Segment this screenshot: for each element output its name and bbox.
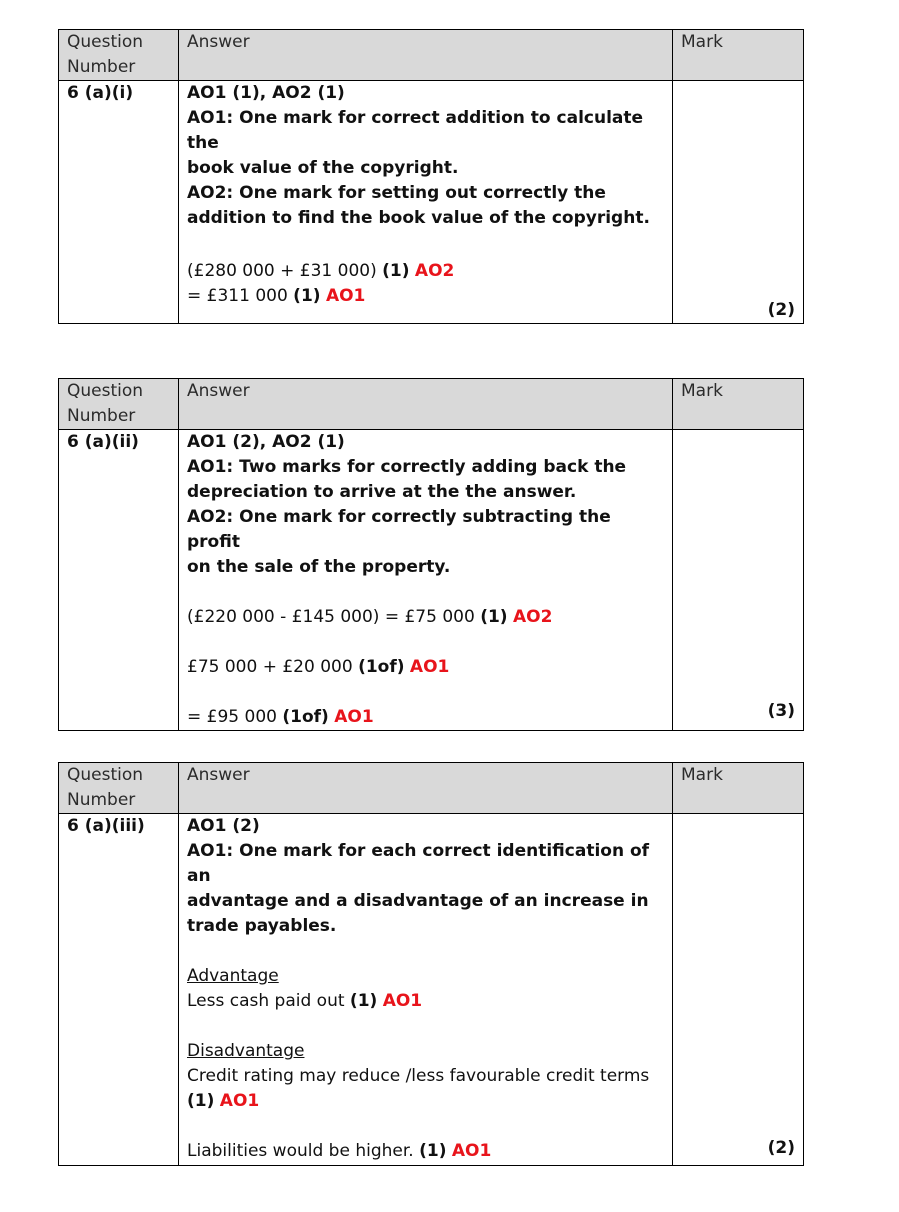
criteria-line: book value of the copyright. (187, 158, 459, 178)
answer-header: Answer (179, 763, 673, 814)
question-number: 6 (a)(iii) (59, 814, 179, 1166)
mark-header: Mark (673, 763, 804, 814)
question-number-header: Question Number (59, 763, 179, 814)
ao-allocation: AO1 (1), AO2 (1) (187, 83, 345, 103)
question-number: 6 (a)(ii) (59, 430, 179, 731)
mark-scheme-table-6ai (58, 29, 804, 324)
criteria-line: addition to find the book value of the copyright. (187, 208, 650, 228)
ao-allocation: AO1 (2), AO2 (1) (187, 432, 345, 452)
calculation-line: = £95 000 (1of) AO1 (187, 707, 374, 727)
advantage-point: Less cash paid out (1) AO1 (187, 991, 423, 1011)
criteria-line: AO2: One mark for correctly subtracting the profit (187, 507, 611, 552)
disadvantage-mark: (1) AO1 (187, 1091, 260, 1111)
question-number-header: Question Number (59, 30, 179, 81)
calculation-line: (£220 000 - £145 000) = £75 000 (1) AO2 (187, 607, 553, 627)
mark-header: Mark (673, 379, 804, 430)
criteria-line: AO2: One mark for setting out correctly the (187, 183, 606, 203)
answer-header: Answer (179, 379, 673, 430)
mark-scheme-table-6aiii (58, 762, 804, 1166)
disadvantage-point: Credit rating may reduce /less favourable credit terms (187, 1066, 650, 1086)
mark-cell (673, 81, 804, 324)
liabilities-point: Liabilities would be higher. (1) AO1 (187, 1141, 492, 1161)
criteria-line: AO1: One mark for each correct identification of an (187, 841, 650, 886)
advantage-heading: Advantage (187, 966, 279, 986)
criteria-line: advantage and a disadvantage of an increase in (187, 891, 649, 911)
criteria-line: AO1: Two marks for correctly adding back the (187, 457, 627, 477)
header-row (59, 763, 804, 814)
question-number: 6 (a)(i) (59, 81, 179, 324)
calculation-line: (£280 000 + £31 000) (1) AO2 (187, 261, 455, 281)
mark-cell (673, 430, 804, 731)
question-number-header: Question Number (59, 379, 179, 430)
mark-total: (3) (767, 701, 795, 721)
mark-total: (2) (767, 1138, 795, 1158)
header-row (59, 30, 804, 81)
answer-row (59, 430, 804, 731)
header-row (59, 379, 804, 430)
criteria-line: AO1: One mark for correct addition to calculate the (187, 108, 644, 153)
answer-cell (179, 81, 673, 324)
criteria-line: depreciation to arrive at the the answer. (187, 482, 577, 502)
answer-cell (179, 430, 673, 731)
calculation-line: = £311 000 (1) AO1 (187, 286, 366, 306)
mark-scheme-table-6aii (58, 378, 804, 731)
criteria-line: trade payables. (187, 916, 337, 936)
mark-cell (673, 814, 804, 1166)
answer-cell (179, 814, 673, 1166)
answer-row (59, 814, 804, 1166)
ao-allocation: AO1 (2) (187, 816, 260, 836)
criteria-line: on the sale of the property. (187, 557, 451, 577)
calculation-line: £75 000 + £20 000 (1of) AO1 (187, 657, 450, 677)
answer-row (59, 81, 804, 324)
answer-header: Answer (179, 30, 673, 81)
disadvantage-heading: Disadvantage (187, 1041, 305, 1061)
mark-total: (2) (767, 300, 795, 320)
mark-header: Mark (673, 30, 804, 81)
